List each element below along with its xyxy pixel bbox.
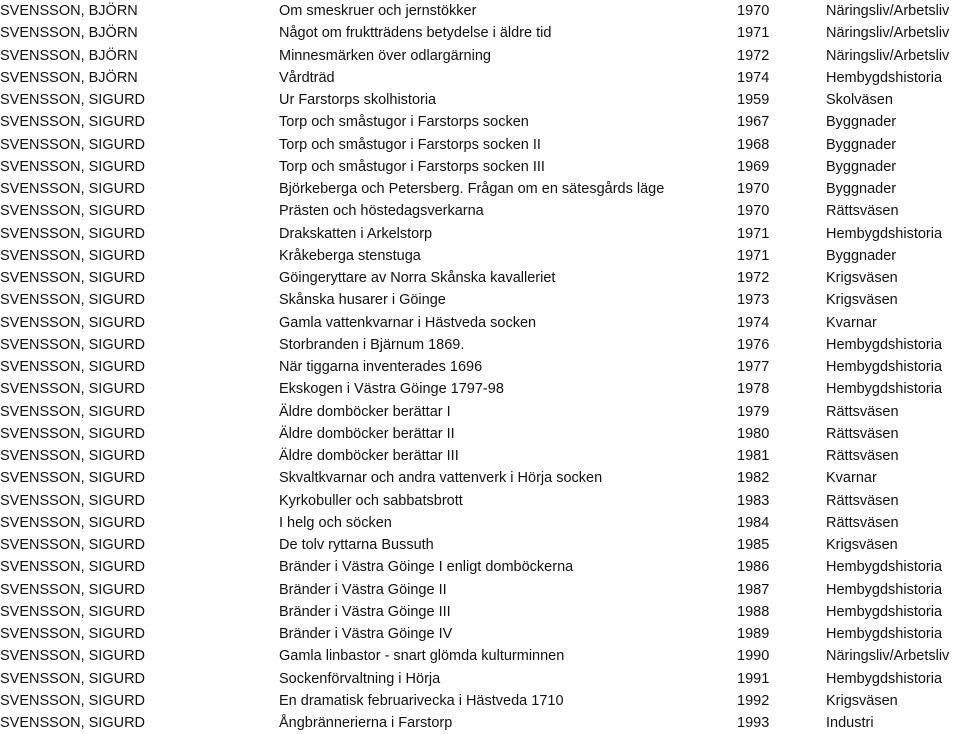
author-cell: SVENSSON, SIGURD: [0, 270, 146, 286]
year-cell: 1982: [737, 470, 770, 487]
title-cell: Ångbrännerierna i Farstorp: [279, 715, 453, 731]
category-cell: Hembygdshistoria: [826, 581, 943, 598]
author-cell: SVENSSON, SIGURD: [0, 336, 146, 353]
list-row: [0, 512, 960, 534]
list-row: [0, 289, 960, 311]
year-cell: 1971: [737, 247, 770, 264]
year-cell: 1980: [737, 425, 770, 442]
year-cell: 1970: [737, 181, 770, 197]
list-row: [0, 445, 960, 467]
list-row: [0, 579, 960, 601]
year-cell: 1967: [737, 114, 770, 131]
list-row: [0, 67, 960, 89]
category-cell: Näringsliv/Arbetsliv: [826, 47, 950, 64]
category-cell: Krigsväsen: [826, 270, 898, 286]
author-cell: SVENSSON, SIGURD: [0, 225, 146, 242]
title-cell: I helg och söcken: [279, 514, 392, 531]
title-cell: Ur Farstorps skolhistoria: [279, 92, 437, 108]
category-cell: Näringsliv/Arbetsliv: [826, 648, 950, 665]
title-cell: Kyrkobuller och sabbatsbrott: [279, 492, 463, 509]
list-row: [0, 378, 960, 400]
author-cell: SVENSSON, SIGURD: [0, 470, 146, 487]
category-cell: Byggnader: [826, 136, 897, 153]
author-cell: SVENSSON, SIGURD: [0, 425, 146, 442]
category-cell: Hembygdshistoria: [826, 381, 943, 398]
category-cell: Byggnader: [826, 114, 897, 131]
title-cell: Bränder i Västra Göinge II: [279, 581, 447, 598]
category-cell: Kvarnar: [826, 314, 877, 331]
author-cell: SVENSSON, BJÖRN: [0, 69, 138, 86]
list-row: [0, 312, 960, 334]
list-row: [0, 423, 960, 445]
title-cell: Drakskatten i Arkelstorp: [279, 225, 433, 242]
list-row: [0, 111, 960, 133]
author-cell: SVENSSON, SIGURD: [0, 492, 146, 509]
year-cell: 1974: [737, 69, 770, 86]
author-cell: SVENSSON, SIGURD: [0, 314, 146, 331]
title-cell: Något om fruktträdens betydelse i äldre tid: [279, 25, 552, 42]
year-cell: 1968: [737, 136, 770, 153]
title-cell: Bränder i Västra Göinge I enligt domböckerna: [279, 559, 574, 576]
list-row: [0, 601, 960, 623]
title-cell: Bränder i Västra Göinge IV: [279, 626, 453, 642]
year-cell: 1979: [737, 403, 770, 420]
category-cell: Rättsväsen: [826, 425, 899, 442]
list-row: [0, 200, 960, 222]
author-cell: SVENSSON, SIGURD: [0, 448, 146, 464]
category-cell: Hembygdshistoria: [826, 336, 943, 353]
year-cell: 1972: [737, 47, 770, 64]
year-cell: 1993: [737, 715, 770, 731]
title-cell: Kråkeberga stenstuga: [279, 247, 421, 264]
year-cell: 1959: [737, 92, 770, 108]
title-cell: Vårdträd: [279, 69, 335, 86]
year-cell: 1990: [737, 648, 770, 665]
title-cell: Göingeryttare av Norra Skånska kavalleriet: [279, 270, 556, 286]
author-cell: SVENSSON, SIGURD: [0, 626, 146, 642]
title-cell: Torp och småstugor i Farstorps socken III: [279, 158, 545, 175]
category-cell: Näringsliv/Arbetsliv: [826, 3, 950, 19]
title-cell: Skånska husarer i Göinge: [279, 292, 446, 309]
title-cell: Björkeberga och Petersberg. Frågan om en sätesgårds läge: [279, 181, 665, 197]
year-cell: 1969: [737, 158, 770, 175]
title-cell: Torp och småstugor i Farstorps socken II: [279, 136, 541, 153]
category-cell: Hembygdshistoria: [826, 670, 943, 687]
year-cell: 1976: [737, 336, 770, 353]
author-cell: SVENSSON, SIGURD: [0, 692, 146, 709]
author-cell: SVENSSON, SIGURD: [0, 537, 146, 553]
year-cell: 1981: [737, 448, 770, 464]
year-cell: 1972: [737, 270, 770, 286]
year-cell: 1989: [737, 626, 770, 642]
category-cell: Krigsväsen: [826, 692, 898, 709]
title-cell: Prästen och höstedagsverkarna: [279, 203, 484, 220]
list-row: [0, 623, 960, 645]
list-row: [0, 534, 960, 556]
list-row: [0, 401, 960, 423]
list-row: [0, 22, 960, 44]
year-cell: 1984: [737, 514, 770, 531]
category-cell: Industri: [826, 715, 874, 731]
year-cell: 1970: [737, 3, 770, 19]
author-cell: SVENSSON, SIGURD: [0, 292, 146, 309]
year-cell: 1970: [737, 203, 770, 220]
author-cell: SVENSSON, SIGURD: [0, 514, 146, 531]
author-cell: SVENSSON, SIGURD: [0, 114, 146, 131]
year-cell: 1974: [737, 314, 770, 331]
title-cell: Minnesmärken över odlargärning: [279, 47, 491, 64]
title-cell: Äldre domböcker berättar II: [279, 425, 455, 442]
category-cell: Krigsväsen: [826, 292, 898, 309]
list-row: [0, 356, 960, 378]
year-cell: 1973: [737, 292, 770, 309]
list-row: [0, 267, 960, 289]
list-row: [0, 89, 960, 111]
list-row: [0, 134, 960, 156]
category-cell: Hembygdshistoria: [826, 225, 943, 242]
author-cell: SVENSSON, SIGURD: [0, 158, 146, 175]
title-cell: Äldre domböcker berättar III: [279, 448, 459, 464]
year-cell: 1983: [737, 492, 770, 509]
category-cell: Kvarnar: [826, 470, 877, 487]
author-cell: SVENSSON, SIGURD: [0, 381, 146, 398]
list-row: [0, 490, 960, 512]
category-cell: Hembygdshistoria: [826, 603, 943, 620]
title-cell: Sockenförvaltning i Hörja: [279, 670, 441, 687]
category-cell: Hembygdshistoria: [826, 559, 943, 576]
list-row: [0, 645, 960, 667]
year-cell: 1977: [737, 359, 770, 375]
category-cell: Hembygdshistoria: [826, 69, 943, 86]
list-row: [0, 690, 960, 712]
author-cell: SVENSSON, SIGURD: [0, 648, 146, 665]
title-cell: De tolv ryttarna Bussuth: [279, 537, 434, 553]
title-cell: Gamla vattenkvarnar i Hästveda socken: [279, 314, 537, 331]
author-cell: SVENSSON, SIGURD: [0, 247, 146, 264]
year-cell: 1985: [737, 537, 770, 553]
year-cell: 1971: [737, 225, 770, 242]
author-cell: SVENSSON, BJÖRN: [0, 47, 138, 64]
category-cell: Hembygdshistoria: [826, 626, 943, 642]
category-cell: Rättsväsen: [826, 203, 899, 220]
category-cell: Rättsväsen: [826, 492, 899, 509]
author-cell: SVENSSON, SIGURD: [0, 403, 146, 420]
author-cell: SVENSSON, SIGURD: [0, 581, 146, 598]
year-cell: 1988: [737, 603, 770, 620]
title-cell: Skvaltkvarnar och andra vattenverk i Hörja socken: [279, 470, 603, 487]
author-cell: SVENSSON, SIGURD: [0, 92, 146, 108]
category-cell: Rättsväsen: [826, 403, 899, 420]
list-row: [0, 334, 960, 356]
title-cell: En dramatisk februarivecka i Hästveda 1710: [279, 692, 564, 709]
title-cell: Om smeskruer och jernstökker: [279, 3, 477, 19]
author-cell: SVENSSON, SIGURD: [0, 203, 146, 220]
author-cell: SVENSSON, SIGURD: [0, 181, 146, 197]
title-cell: Gamla linbastor - snart glömda kulturminnen: [279, 648, 565, 665]
author-cell: SVENSSON, BJÖRN: [0, 3, 138, 19]
category-cell: Byggnader: [826, 158, 897, 175]
year-cell: 1971: [737, 25, 770, 42]
category-cell: Näringsliv/Arbetsliv: [826, 25, 950, 42]
title-cell: Äldre domböcker berättar I: [279, 403, 451, 420]
year-cell: 1986: [737, 559, 770, 576]
list-row: [0, 556, 960, 578]
author-cell: SVENSSON, SIGURD: [0, 715, 146, 731]
title-cell: Ekskogen i Västra Göinge 1797-98: [279, 381, 504, 398]
category-cell: Byggnader: [826, 247, 897, 264]
list-row: [0, 0, 960, 22]
author-cell: SVENSSON, SIGURD: [0, 359, 146, 375]
title-cell: Bränder i Västra Göinge III: [279, 603, 451, 620]
list-row: [0, 178, 960, 200]
title-cell: Torp och småstugor i Farstorps socken: [279, 114, 529, 131]
list-row: [0, 156, 960, 178]
category-cell: Rättsväsen: [826, 514, 899, 531]
year-cell: 1978: [737, 381, 770, 398]
category-cell: Krigsväsen: [826, 537, 898, 553]
author-cell: SVENSSON, SIGURD: [0, 670, 146, 687]
list-row: [0, 223, 960, 245]
title-cell: När tiggarna inventerades 1696: [279, 359, 483, 375]
author-cell: SVENSSON, BJÖRN: [0, 25, 138, 42]
year-cell: 1991: [737, 670, 770, 687]
category-cell: Rättsväsen: [826, 448, 899, 464]
author-cell: SVENSSON, SIGURD: [0, 559, 146, 576]
category-cell: Skolväsen: [826, 92, 893, 108]
list-row: [0, 467, 960, 489]
category-cell: Byggnader: [826, 181, 897, 197]
title-cell: Storbranden i Bjärnum 1869.: [279, 336, 465, 353]
year-cell: 1987: [737, 581, 770, 598]
list-row: [0, 668, 960, 690]
list-row: [0, 245, 960, 267]
author-cell: SVENSSON, SIGURD: [0, 603, 146, 620]
author-cell: SVENSSON, SIGURD: [0, 136, 146, 153]
list-row: [0, 45, 960, 67]
year-cell: 1992: [737, 692, 770, 709]
category-cell: Hembygdshistoria: [826, 359, 943, 375]
